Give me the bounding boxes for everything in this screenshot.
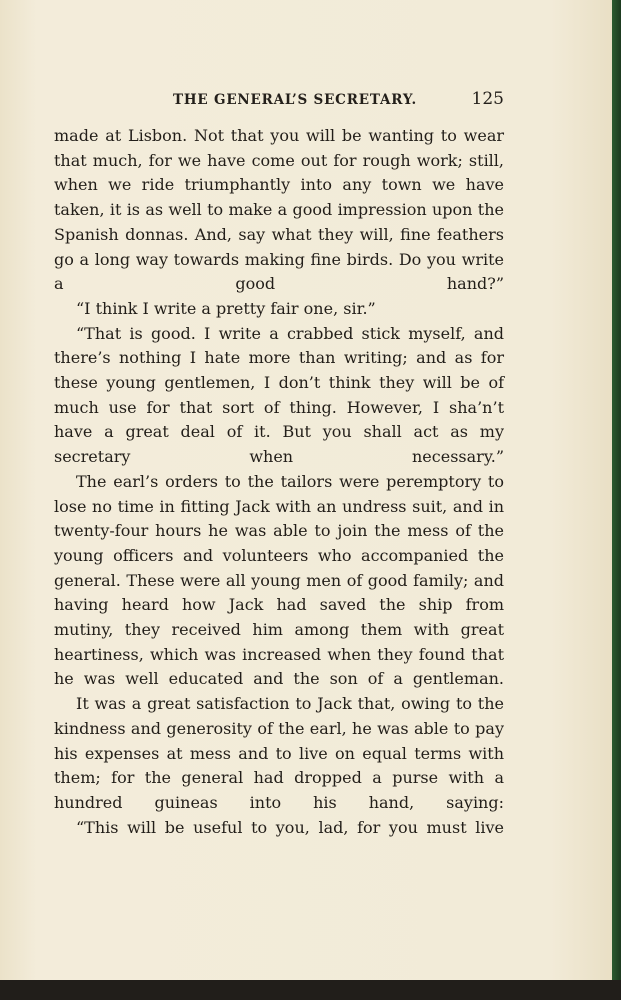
paragraph-4: The earl’s orders to the tailors were peremptory to lose no time in fitting Jack with an undress suit, and in twenty-four hours he was able to join the mess of the young officers and volunteers who accompanied the general. These were all young men of good family; and having heard how Jack had saved the ship from mutiny, they received him among them with great heartiness, which was increased when they found that he was well educated and the son of a gentleman. bbox=[54, 471, 504, 689]
paragraph-3: “That is good. I write a crabbed stick myself, and there’s nothing I hate more than writing; and as for these young gentlemen, I don’t think they will be of much use for that sort of thing. However, I sha’n’t have a great deal of it. But you shall act as my secretary when necessary.” bbox=[54, 323, 504, 467]
scan-background bbox=[0, 980, 621, 1000]
paragraph-2: “I think I write a pretty fair one, sir.” bbox=[76, 298, 376, 318]
paragraph-1: made at Lisbon. Not that you will be wanting to wear that much, for we have come out for rough work; still, when we ride triumphantly into any town we have taken, it is as well to make a good impression upon the Spanish donnas. And, say what they will, fine feathers go a long way towards making fine birds. Do you write a good hand?” bbox=[54, 126, 504, 294]
paragraph-6: “This will be useful to you, lad, for you must live bbox=[76, 817, 504, 837]
page-header bbox=[52, 90, 504, 114]
body-text bbox=[54, 124, 504, 840]
page-number: 125 bbox=[471, 89, 504, 109]
running-title: THE GENERAL’S SECRETARY. bbox=[173, 92, 418, 108]
paragraph-5: It was a great satisfaction to Jack that, owing to the kindness and generosity of the earl, he was able to pay his expenses at mess and to live on equal terms with them; for the general had dropped a purse with a hundred guineas into his hand, saying: bbox=[54, 694, 504, 812]
book-cover-edge bbox=[612, 0, 621, 1000]
